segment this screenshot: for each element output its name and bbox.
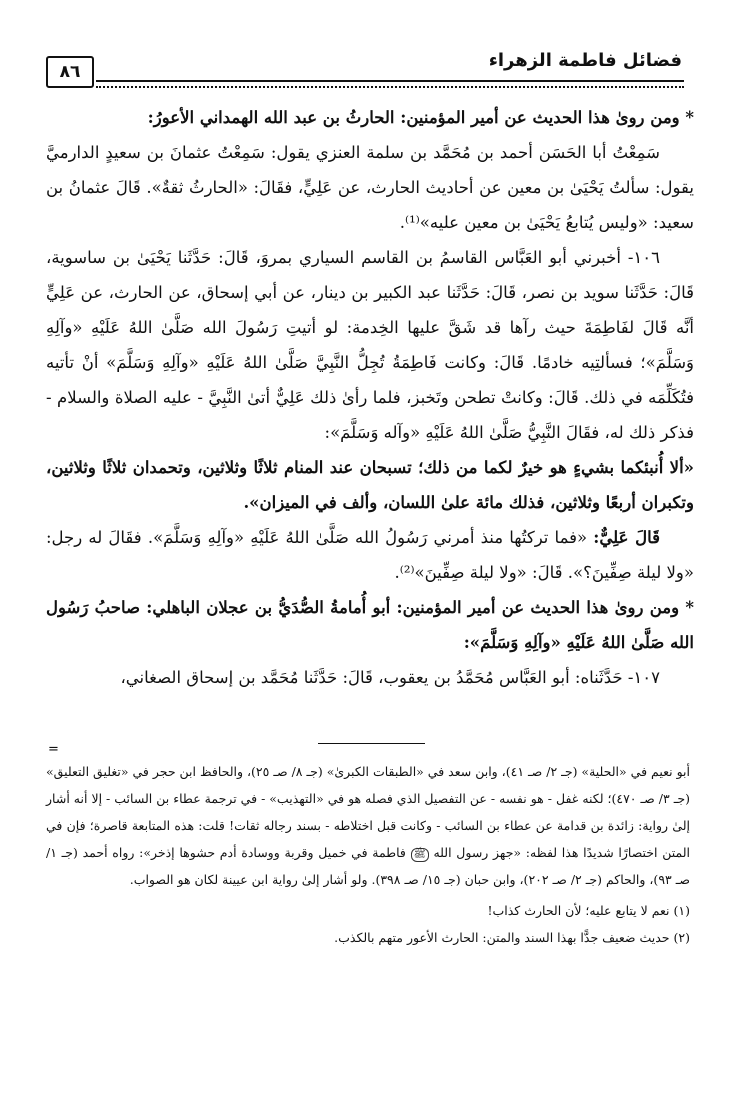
section-heading: * ومن روىٰ هذا الحديث عن أمير المؤمنين: الحارثُ بن عبد الله الهمداني الأعورُ: xyxy=(147,108,694,127)
quote-text: «فما تركتُها منذ أمرني رَسُولُ الله صَلَّىٰ اللهُ عَلَيْهِ «وآلِهِ وَسَلَّمَ». فقَالَ له رجل: «ولا ليلة صِفِّينَ؟». قَالَ: «ولا ليلة صِفِّينَ»⁽²⁾. xyxy=(46,528,694,582)
footnotes xyxy=(46,758,690,951)
hadith-106: ١٠٦- أخبرني أبو العَبَّاس القاسمُ بن القاسم السياري بمروَ، قَالَ: حَدَّثَنا يَحْيَىٰ بن ساسوية، قَالَ: حَدَّثَنا سويد بن نصر، قَالَ: حَدَّثَنا عبد الكبير بن دينار، عن أبي إسحاق، عن الحارث، عن عَلِيٍّ أنَّه قَالَ لفَاطِمَةَ حيث رآها قد شَقَّ عليها الخِدمة: لو أتيتِ رَسُولَ الله صَلَّىٰ اللهُ عَلَيْهِ «وآلِهِ وَسَلَّمَ»؛ فسألتِيه خادمًا. قَالَ: وكانت فَاطِمَةُ تُجِلُّ النَّبِيَّ صَلَّىٰ اللهُ عَلَيْهِ «وآلِهِ وَسَلَّمَ» أنْ تأتيه فتُكَلِّمَه في ذلك. قَالَ: وكانتْ تطحن وتَخبز، فلما رأىٰ ذلك عَلِيٌّ أتىٰ النَّبِيَّ - عليه الصلاة والسلام - فذكر ذلك له، فقَالَ النَّبِيُّ صَلَّىٰ اللهُ عَلَيْهِ «وآله وَسَلَّمَ»: xyxy=(46,248,694,442)
paragraph xyxy=(46,520,694,590)
hadith-106-quote: «ألا أُنبئكما بشيءٍ هو خيرٌ لكما من ذلك؛ تسبحان عند المنام ثلاثًا وثلاثين، وتحمدان ثلاثًا وثلاثين، وتكبران أربعًا وثلاثين، فذلك مائة علىٰ اللسان، وألف في الميزان». xyxy=(46,458,694,512)
header-dotted-rule xyxy=(96,86,684,88)
footnote-2: (٢) حديث ضعيف جدًّا بهذا السند والمتن: الحارث الأعور متهم بالكذب. xyxy=(334,930,690,945)
paragraph: سَمِعْتُ أبا الحَسَن أحمد بن مُحَمَّد بن سلمة العنزي يقول: سَمِعْتُ عثمانَ بن سعيدٍ الدارميَّ يقول: سألتُ يَحْيَىٰ بن معين عن أحاديث الحارث، عن عَلِيٍّ، فقَالَ: «الحارثُ ثقةٌ». قَالَ عثمانُ بن سعيد: «وليس يُتابعُ يَحْيَىٰ بن معين عليه»⁽¹⁾. xyxy=(46,143,694,232)
section-heading: * ومن روىٰ هذا الحديث عن أمير المؤمنين: أبو أُمامةُ الصُّدَيُّ بن عجلان الباهلي: صاحبُ رَسُول الله صَلَّىٰ اللهُ عَلَيْهِ «وآلِهِ وَسَلَّمَ»: xyxy=(46,598,694,652)
footnote-continuation xyxy=(46,758,690,893)
running-title: فضائل فاطمة الزهراء xyxy=(488,50,682,71)
speaker-label: قَالَ عَلِيٌّ: xyxy=(593,528,660,547)
footnote-text: فاطمة في خميل وقربة ووسادة أدم حشوها إذخر»: رواه أحمد (جـ ١/ صـ ٩٣)، والحاكم (جـ ٢/ صـ ٢٠٢)، وابن حبان (جـ ١٥/ صـ ٣٩٨). ولو أشار إلىٰ رواية ابن عيينة لكان هو الصواب. xyxy=(46,845,690,887)
header-rule xyxy=(96,80,684,82)
page-number: ٨٦ xyxy=(46,56,94,88)
honorific-icon: ﷺ xyxy=(411,848,429,862)
footnote-text: أبو نعيم في «الحلية» (جـ ٢/ صـ ٤١)، وابن سعد في «الطبقات الكبرىٰ» (جـ ٨/ صـ ٢٥)، والحافظ ابن حجر في «تغليق التعليق» (جـ ٣/ صـ ٤٧٠)؛ لكنه غفل - هو نفسه - عن التفصيل الذي فصله هو في «التهذيب» - في ترجمة عطاء بن السائب - إلا أنه أشار إلىٰ رواية: زائدة بن قدامة عن عطاء بن السائب - وكانت قبل اختلاطه - بسند رجاله ثقات! قلت: هذه المتابعة قاصرة؛ فإن في المتن اختصارًا شديدًا هذا لفظه: «جهز رسول الله xyxy=(46,764,691,860)
footnote-continuation-mark: = xyxy=(48,742,59,757)
footnote-1: (١) نعم لا يتابع عليه؛ لأن الحارث كذاب! xyxy=(487,903,690,918)
page-header xyxy=(44,44,684,96)
footnote-separator xyxy=(318,743,425,744)
main-text xyxy=(46,100,694,695)
hadith-107: ١٠٧- حَدَّثَناه: أبو العَبَّاس مُحَمَّدُ بن يعقوب، قَالَ: حَدَّثَنا مُحَمَّد بن إسحاق الصغاني، xyxy=(120,668,660,687)
